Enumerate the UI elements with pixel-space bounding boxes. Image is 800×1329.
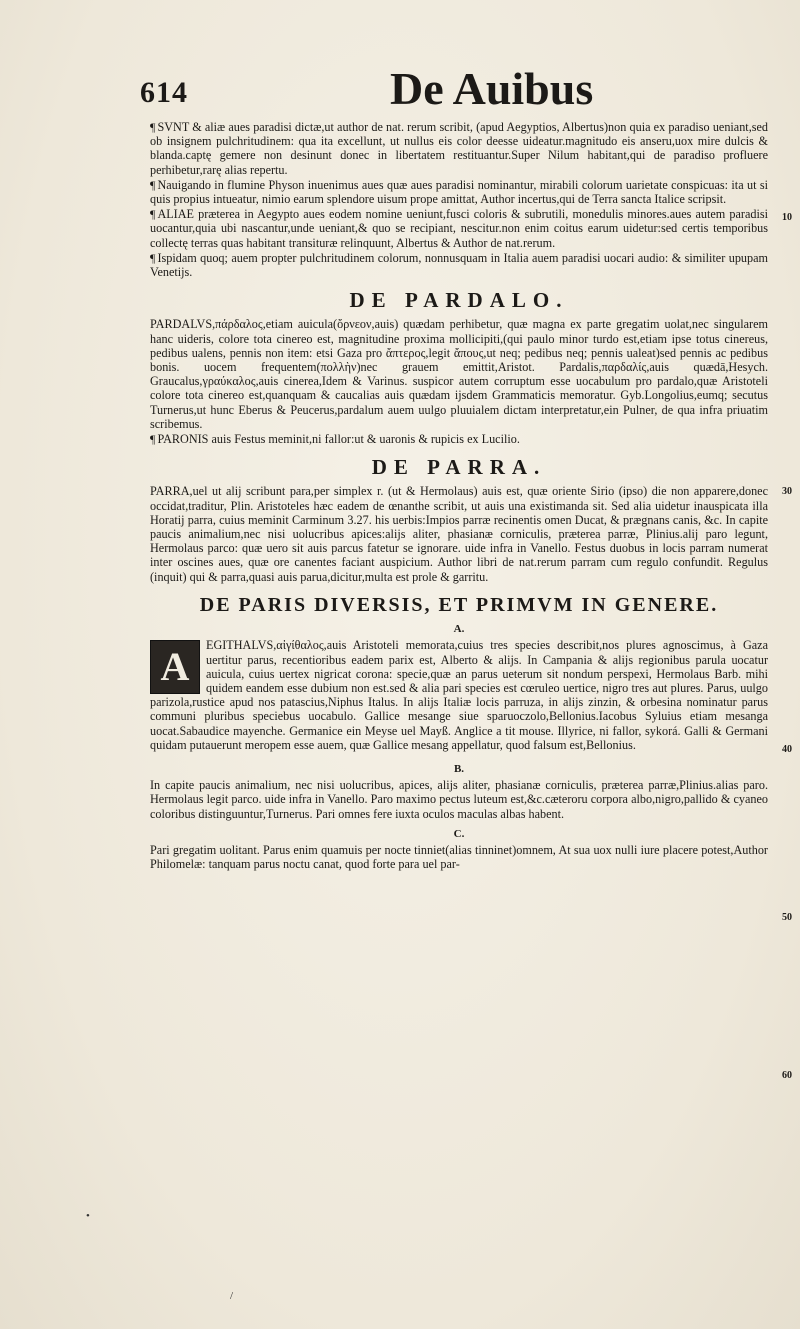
- paragraph-paradisi-1: ¶ SVNT & aliæ aues paradisi dictæ,ut author de nat. rerum scribit, (apud Aegyptios, Albertus)non quia ex paradiso ueniant,sed ob insignem pulchritudinem: qua ita excellunt, ut nullus eis color deesse uideatur.magnitudo eis anseru,uox mire dulcis & blanda.captę gemere non desinunt donec in libertatem restituantur.Super Nilum habitant,qui de paradiso profluere perhibetur,rarę alias repertu.: [150, 120, 768, 177]
- ink-mark-icon: /: [230, 1290, 234, 1302]
- decorated-initial: A: [150, 640, 200, 694]
- paragraph-paradisi-3: ¶ ALIAE præterea in Aegypto aues eodem nomine ueniunt,fusci coloris & subrutili, monedulis minores.aues autem paradisi uocantur,quia ubi nascantur,unde ueniant,& quo se recipiant, nescitur.non enim coitus earum uidetur:sed certis temporibus collectę terras quas habitant transituræ relinquunt, Albertus & Author de nat.rerum.: [150, 207, 768, 250]
- pilcrow-icon: ¶: [150, 432, 156, 447]
- section-heading-pardalo: DE PARDALO.: [349, 288, 569, 313]
- pilcrow-icon: ¶: [150, 207, 156, 222]
- paragraph-aegithalus: EGITHALVS,αἰγίθαλος,auis Aristoteli memorata,cuius tres species describit,nos plures agnoscimus, à Gaza uertitur parus, recentioribus eadem parix est, Alberto & alijs. In Campania & alijs regionibus parula uocatur auicula, cuius uertex nigricat corona: specie,quæ an parus ueterum sit nondum perspexi, Hermolaus Barb. mihi quidem eandem esse dubium non est.sed & alia pari species est cœruleo uertice, nigro tres aut plures. Parus, uulgo parizola,rustice apud nos patascius,Niphus Italus. In alijs Italiæ locis parruza, in alijs zinzin, & orbesina nominatur parus communi pluribus speciebus uocabulo. Gallice mesange siue sparuoczolo,Bellonius.Iacobus Syluius etiam mesanga uocat.Sabaudice mayenche. Germanice ein Meyse uel Mayß. Anglice a tit mouse. Illyrice, ni fallor, sykorá. Galli & Germani quidam putauerunt meropem esse auem, quæ Gallice mesang appellatur, quod falsum est,Bellonius.: [150, 638, 768, 752]
- margin-line-number: 10: [782, 212, 792, 223]
- subsection-letter-a: A.: [453, 623, 465, 636]
- paragraph-pardalus: PARDALVS,πάρδαλος,etiam auicula(ὄρνεον,auis) quædam perhibetur, quæ magna ex parte gregatim uolat,nec singularem hanc uideris, colore tota cinereo est, magnitudine proxima mollicipiti,(qui paulo minor turdo est,etiam ipse totus cinereus, pedibus ualens, pennis non item: etsi Gaza pro ἄπτερος,legit ἄπους,ut neq; pedibus neq; pennis ualeat)sed pennis ac pedibus bonis. uocem frequentem(πολλὴν)nec grauem emittit,Aristot. Pardalis,παρδαλίς,auis quædā,Hesych. Graucalus,γραύκαλος,auis cinerea,Idem & Varinus. suspicor autem corruptum esse uocabulum pro pardalo,quæ Aristoteli colore tota cinereo est,quanquam & caucalias auis quædam ijsdem Grammaticis memoratur. Gyb.Longolius,eumq; secutus Turnerus,ut hunc Eberus & Peucerus,pardalum auem uulgo pluuialem dictam interpretatur,ein Pulner, de qua infra priuatim scribemus.: [150, 317, 768, 431]
- pilcrow-icon: ¶: [150, 250, 156, 265]
- subsection-letter-c: C.: [453, 827, 465, 840]
- page-header: [140, 62, 780, 120]
- ink-spot-icon: •: [86, 1210, 90, 1222]
- section-heading-paris: DE PARIS DIVERSIS, ET PRIMVM IN GENERE.: [199, 593, 719, 616]
- paragraph-paronis: ¶ PARONIS auis Festus meminit,ni fallor:ut & uaronis & rupicis ex Lucilio.: [150, 432, 520, 447]
- margin-line-number: 60: [782, 1070, 792, 1081]
- paragraph-parra: PARRA,uel ut alij scribunt para,per simplex r. (ut & Hermolaus) auis est, quæ oriente Sirio (ipso) die non apparere,donec occidat,traditur, Plin. Aristoteles hæc eadem de œnanthe scribit, ut auis una existimanda sit. Sed alia uidetur inauspicata illa Horatij parra, cuius meminit Carminum 3.27. his uerbis:Impios parræ recinentis omen Ducat, & prægnans canis, &c. In capite paucis animalium,nec nisi uolucribus apices:alijs aliter, phasianæ corniculis, præterea parræ, Plinius.alij paro legunt, Hermolaus parco: quæ uero sit auis parcus fatetur se ignorare. uide infra in Vanello. Festus duobus in locis parram numerat inter oscines aues, quæ ore canentes faciant auspicium. Author libri de nat.rerum parram cum regulo confundit. Regulus (inquit) qui & parra,quasi auis parua,dicitur,multa est prole & garritu.: [150, 484, 768, 584]
- paragraph-b: In capite paucis animalium, nec nisi uolucribus, apices, alijs aliter, phasianæ corniculis, præterea parræ,Plinius.alias paro. Hermolaus legit parco. uide infra in Vanello. Paro maximo pectus luteum est,&c.cæteroru corpora albo,nigro,pallido & cyaneo coloribus distinguuntur,Turnerus. Pari omnes fere iuxta oculos maculas albas habent.: [150, 778, 768, 821]
- section-heading-parra: DE PARRA.: [371, 455, 547, 480]
- paragraph-paradisi-2: ¶ Nauigando in flumine Physon inuenimus aues quæ aues paradisi nominantur, mirabili colorum uarietate conspicuas: ita ut si quis propius intueatur, nimio earum splendore uisum prope amittat, Author incertus,qui de Terra sancta Italice scripsit.: [150, 177, 768, 207]
- pilcrow-icon: ¶: [150, 177, 156, 192]
- page-number: 614: [140, 76, 188, 109]
- running-title: De Auibus: [390, 63, 594, 114]
- pilcrow-icon: ¶: [150, 120, 156, 134]
- main-text-column: [150, 120, 768, 871]
- subsection-letter-b: B.: [453, 762, 465, 775]
- paragraph-paradisi-4: ¶ Ispidam quoq; auem propter pulchritudinem colorum, nonnusquam in Italia auem paradisi uocari audio: & similiter upupam Venetijs.: [150, 250, 768, 280]
- paragraph-aegithalus-block: [150, 638, 768, 752]
- margin-line-number: 40: [782, 744, 792, 755]
- margin-line-number: 50: [782, 912, 792, 923]
- paragraph-c: Pari gregatim uolitant. Parus enim quamuis per nocte tinniet(alias tinninet)omnem, At sua uox nulli iure placere potest,Author Philomelæ: tanquam parus noctu canat, quod forte para uel par-: [150, 842, 768, 872]
- margin-line-number: 30: [782, 486, 792, 497]
